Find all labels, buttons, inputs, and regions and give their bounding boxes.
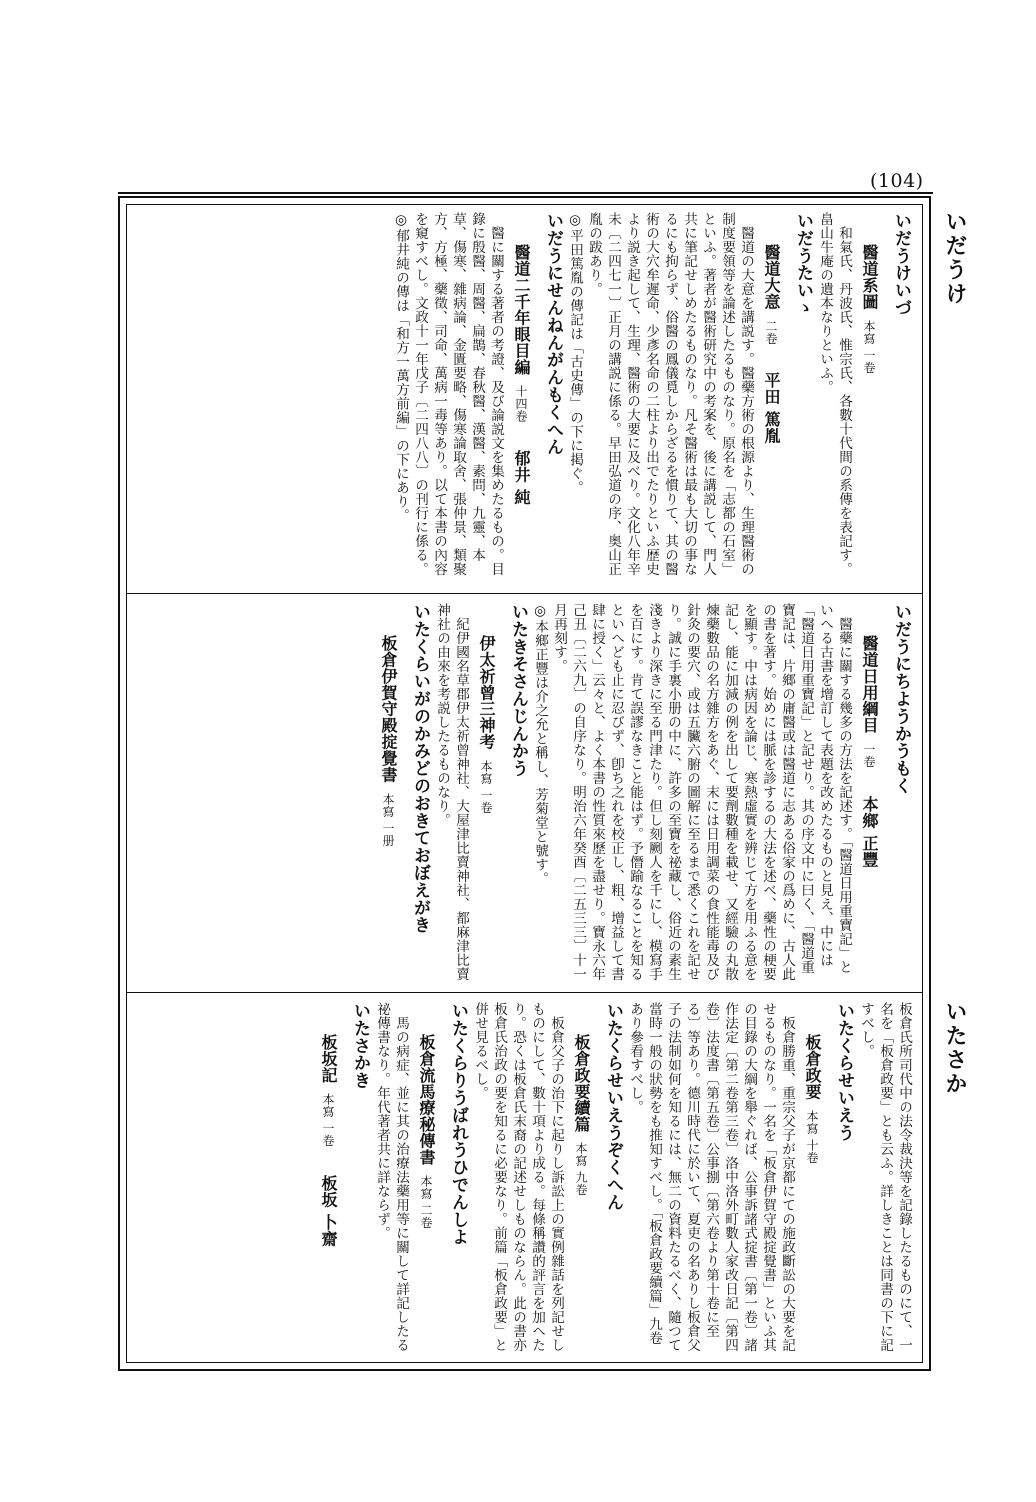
entry-title: [857, 603, 881, 984]
entry-title-text: 醫道二千年眼目編: [512, 244, 531, 376]
entry-heading: いたくらりうばれうひでんしよ: [448, 1002, 468, 1246]
entry-volume: 本寫 一册: [381, 792, 395, 847]
continued-text: 板倉氏所司代中の法令裁決等を記錄したるものにて、一名を「板倉政要」とも云ふ。詳しきことは同書の下に記すべし。: [858, 1002, 912, 1352]
top-block: [138, 212, 913, 585]
entry-heading: いだうにせんねんがんもくへん: [543, 212, 563, 456]
entry-heading: いたくらせいえうぞくへん: [603, 1002, 623, 1211]
entry-title: [474, 603, 498, 984]
entry-title-text: 醫道系圖: [860, 244, 879, 310]
section-divider-bottom: [126, 992, 923, 993]
entry-title: [759, 212, 783, 585]
entry-note: ◎本鄉正豐は介之允と稱し、芳菊堂と號す。: [532, 603, 548, 886]
entry-title-text: 板倉伊賀守殿掟覺書: [379, 635, 398, 783]
entry-text: 板倉父子の治下に起りし訴訟上の實例雜話を列記せしものにして、數十項より成る。每條稱讚的評言を加へたり。恐くは板倉氏末裔の記述せしものならん。此の書亦板倉氏治政の要を知るに必要なり。前篇「板倉政要」と併せ見るべし。: [472, 1002, 564, 1352]
entry-volume: 本寫 二卷: [419, 1175, 433, 1230]
entry-heading: いだうにちようかうもく: [891, 603, 911, 795]
entry-title-text: 醫道日用綱目: [860, 635, 879, 734]
entry-volume: 十四卷: [514, 385, 528, 423]
entry-text: 馬の病症、並に其の治療法藥用等に關して詳記したる祕傳書なり。年代著者共に詳ならず。: [374, 1002, 409, 1352]
entry-title: [857, 212, 881, 585]
entry-heading: いだうたいゝ: [793, 212, 813, 317]
entry-title: [569, 1002, 593, 1357]
entry-text: 醫に關する著者の考證、及び論説文を集めたるもの。目錄に殷醫、周醫、扁鵲、春秋醫、漢醫、素問、九靈、本草、傷寒、雜病論、金匱要略、傷寒論取舍、張仲景、類聚方、方極、藥徵、司命、萬病一毒等あり。以て本書の內容を窺すべし。文政十一年戊子〔二四八八〕の刊行に係る。: [412, 212, 504, 576]
entry-author: 板坂 卜齋: [319, 1175, 338, 1247]
entry-volume: 本寫 九卷: [574, 1142, 588, 1197]
entry-note: ◎郁井純の傳は「和方一萬方前編」の下にあり。: [393, 212, 409, 523]
entry-volume: 一卷: [862, 743, 876, 769]
entry-heading: いだうけいづ: [891, 212, 911, 317]
middle-block: [138, 603, 913, 984]
entry-volume: 本寫 一卷: [862, 319, 876, 374]
entry-heading: いたきそさんじんかう: [508, 603, 528, 777]
bottom-block: [138, 1002, 913, 1357]
entry-text: 醫藥に關する幾多の方法を記述す。「醫道日用重寶記」といへる古書を增訂して表題を改めたるものと見え、中には「醫道日用重寶記」と記せり。其の序文中に曰く、「醫道重寶記は、片鄉の庸醫或は醫道に志ある俗家の爲めに、古人此の書を著す。始めには脈を診するの大法を述べ、藥性の梗要を顯す。中は病因を論じ、寒熱虛實を辨じて方を用ふる意を記し、能に加減の例を出して要劑數種を載せ、又經驗の丸散煉藥數品の名方雜方をあぐ、末には日用調菜の食性能毒及び針灸の要穴、或は五臟六腑の圖解に至るまで悉くこれを記せり。誠に手裏小册の中に、許多の至寶を祕藏し、俗近の素生淺きより深きに至る門津たり。但し刻劂人を千にし、模寫手を百にす。肯て誤謬なきこと能はず。予僭踰なることを知るといへども止に忍びず、卽ち之れを校正し、粗、增益して書肆に授く」云々と、よく本書の性質來歷を盡せり。寶永六年己丑〔二六九〕の自序なり。明治六年癸酉〔二五三三〕十一月再刻す。: [551, 603, 852, 981]
side-label-top: いだうけ: [942, 210, 968, 306]
entry-heading: いたくらせいえう: [834, 1002, 854, 1142]
entry-author: 郁井 純: [512, 450, 531, 506]
entry-title: [316, 1002, 340, 1357]
entry-author: 本鄉 正豐: [860, 796, 879, 868]
entry-title: [509, 212, 533, 585]
side-label-bottom: いたさか: [942, 1000, 968, 1096]
entry-title: [800, 1002, 824, 1357]
entry-title-text: 板倉政要: [803, 1034, 822, 1100]
page-number: (104): [870, 170, 924, 192]
entry-title-text: 板倉流馬療秘傳書: [417, 1034, 436, 1166]
entry-heading: いたくらいがのかみどのおきておぼえがき: [410, 603, 430, 934]
entry-title-text: 板倉政要續篇: [572, 1034, 591, 1133]
entry-text: 和氣氏、丹波氏、惟宗氏、各數十代間の系傳を表記す。畠山牛庵の遺本なりといふ。: [817, 212, 852, 576]
entry-text: 紀伊國名草郡伊太祈曾神社、大屋津比賣神社、都麻津比賣神社の由來を考説したるものなり。: [434, 603, 469, 981]
entry-title: [376, 603, 400, 984]
entry-text: 板倉勝重、重宗父子が京都にての施政斷訟の大要を記せるものなり。一名を「板倉伊賀守殿掟覺書」といふ其の目錄の大綱を舉ぐれば、公事訴諸式掟書〔第一卷〕諸作法定〔第二卷第三卷〕洛中洛外町數人家改日記〔第四卷〕法度書〔第五卷〕公事捌〔第六卷より第十卷に至る〕等あり。德川時代に於いて、夏吏の名ありし板倉父子の法制如何を知るには、無二の資料たるべく、隨つて當時一般の狀勢をも推知すべし。「板倉政要續篇」九卷あり參看すべし。: [627, 1002, 795, 1352]
entry-title-text: 醫道大意: [762, 244, 781, 310]
header-rule: [118, 192, 933, 194]
entry-title-text: 伊太祈曾三神考: [477, 635, 496, 750]
entry-author: 平田 篤胤: [762, 372, 781, 444]
entry-note: ◎平田篤胤の傳記は「古史傳」の下に掲ぐ。: [567, 212, 583, 495]
entry-volume: 本寫 十卷: [805, 1109, 819, 1164]
entry-heading: いたさかき: [350, 1002, 370, 1089]
entry-volume: 本寫 一卷: [321, 1093, 335, 1148]
section-divider-top: [126, 593, 923, 594]
entry-volume: 二卷: [764, 319, 778, 345]
entry-title-text: 板坂記: [319, 1034, 338, 1084]
entry-text: 醫道の大意を講説す。醫藥方術の根源より、生理醫術の制度要領等を論述したるものなり。原名を「志都の石室」といふ。著者が醫術研究中の考案を、後に講説して、門人共に筆記せしめたるものなり。凡そ醫術は最も大切の事なるにも拘らず、俗醫の鳳儀覓しからざるを慣りて、其の醫術の大穴牟遲命、少彥名命の二柱より出でたりといふ歴史より説き起して、生理、醫術の大要に及べり。文化八年辛未〔二四七一〕正月の講説に係る。早田弘道の序、奥山正胤の跋あり。: [586, 212, 754, 576]
entry-volume: 本寫 一卷: [479, 759, 493, 814]
entry-title: [414, 1002, 438, 1357]
